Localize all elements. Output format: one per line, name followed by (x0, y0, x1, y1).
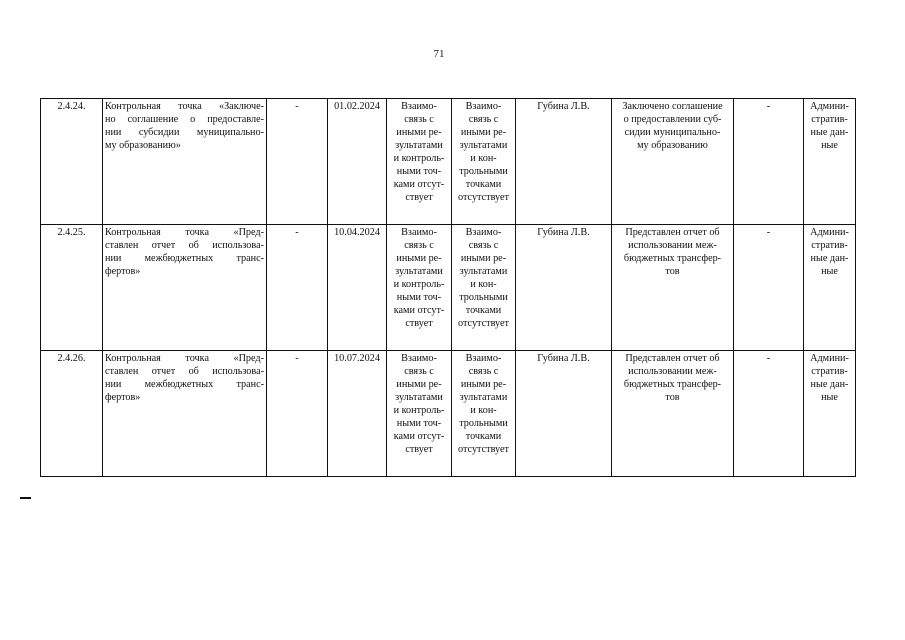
result-description-line: о предоставлении суб- (623, 114, 722, 125)
relation-previous (387, 225, 452, 351)
control-point-name-line: фертов» (105, 392, 141, 403)
control-point-name-line: фертов» (105, 266, 141, 277)
relation-next-line: иными ре- (460, 379, 507, 390)
result-description-line: тов (665, 392, 680, 403)
relation-previous-line: ными точ- (396, 418, 442, 429)
relation-previous-line: и контроль- (393, 279, 445, 290)
relation-next-line: трольными (459, 418, 508, 429)
relation-previous-line: иными ре- (396, 253, 442, 264)
relation-next-line: иными ре- (460, 253, 507, 264)
relation-next-line: зультатами (459, 392, 508, 403)
information-source (804, 99, 856, 225)
information-source-line: ные дан- (810, 127, 849, 138)
relation-next-line: и кон- (470, 279, 497, 290)
result-description-line: бюджетных трансфер- (623, 379, 722, 390)
relation-previous-line: связь с (404, 114, 434, 125)
result-description (612, 225, 734, 351)
result-description-line: му образованию (637, 140, 708, 151)
relation-previous-line: ками отсут- (393, 431, 445, 442)
information-source-line: стратив- (811, 114, 848, 125)
responsible-person: Губина Л.В. (516, 99, 612, 225)
result-description (612, 351, 734, 477)
row-number: 2.4.26. (41, 351, 103, 477)
relation-next-line: и кон- (470, 405, 497, 416)
information-source-line: Админи- (810, 101, 849, 112)
relation-next (452, 99, 516, 225)
page-number: 71 (433, 48, 445, 60)
relation-previous-line: ными точ- (396, 292, 442, 303)
information-source-line: стратив- (811, 366, 848, 377)
relation-previous-line: ками отсут- (393, 179, 445, 190)
result-description (612, 99, 734, 225)
relation-previous-line: Взаимо- (401, 227, 437, 238)
relation-next-line: связь с (468, 366, 499, 377)
information-source-line: ные дан- (810, 253, 849, 264)
information-source-line: Админи- (810, 353, 849, 364)
control-point-name-line: ставлен отчет об использова- (105, 240, 264, 251)
control-point-name-line: Контрольная точка «Пред- (105, 227, 264, 238)
control-point-name-line: ставлен отчет об использова- (105, 366, 264, 377)
table-row (41, 99, 856, 225)
relation-next-line: отсутствует (458, 192, 509, 203)
relation-previous-line: зультатами (395, 266, 443, 277)
relation-next-line: иными ре- (460, 127, 507, 138)
end-date-cell: 10.04.2024 (328, 225, 387, 351)
relation-next-line: зультатами (459, 140, 508, 151)
relation-previous-line: ствует (405, 318, 433, 329)
responsible-person: Губина Л.В. (516, 351, 612, 477)
control-point-name-line: но соглашение о предоставле- (105, 114, 264, 125)
result-description-line: сидии муниципально- (624, 127, 721, 138)
relation-previous-line: ствует (405, 444, 433, 455)
start-date-cell: - (267, 99, 328, 225)
relation-previous-line: зультатами (395, 392, 443, 403)
table-row (41, 225, 856, 351)
control-point-name-line: му образованию» (105, 140, 181, 151)
relation-next (452, 351, 516, 477)
relation-previous (387, 351, 452, 477)
information-source-line: ные (821, 392, 838, 403)
control-point-name-line: Контрольная точка «Заключе- (105, 101, 264, 112)
control-point-name (103, 99, 267, 225)
relation-previous (387, 99, 452, 225)
result-description-line: тов (665, 266, 680, 277)
start-date-cell: - (267, 351, 328, 477)
relation-next-line: отсутствует (458, 444, 509, 455)
information-source-line: ные (821, 266, 838, 277)
relation-next-line: зультатами (459, 266, 508, 277)
information-source-line: ные (821, 140, 838, 151)
document-cell: - (734, 351, 804, 477)
document-cell: - (734, 99, 804, 225)
row-number: 2.4.24. (41, 99, 103, 225)
relation-next-line: Взаимо- (465, 227, 502, 238)
margin-mark (20, 497, 31, 499)
relation-previous-line: связь с (404, 366, 434, 377)
start-date-cell: - (267, 225, 328, 351)
relation-next-line: точками (465, 305, 502, 316)
information-source (804, 225, 856, 351)
relation-next-line: связь с (468, 114, 499, 125)
relation-previous-line: иными ре- (396, 127, 442, 138)
result-description-line: использовании меж- (628, 240, 717, 251)
control-point-name (103, 225, 267, 351)
relation-previous-line: иными ре- (396, 379, 442, 390)
document-cell: - (734, 225, 804, 351)
relation-next-line: трольными (459, 292, 508, 303)
information-source (804, 351, 856, 477)
relation-next-line: отсутствует (458, 318, 509, 329)
relation-previous-line: ствует (405, 192, 433, 203)
relation-previous-line: и контроль- (393, 153, 445, 164)
result-description-line: использовании меж- (628, 366, 717, 377)
control-point-name-line: нии межбюджетных транс- (105, 379, 264, 390)
row-number: 2.4.25. (41, 225, 103, 351)
relation-next-line: Взаимо- (465, 353, 502, 364)
table-row (41, 351, 856, 477)
result-description-line: Представлен отчет об (625, 353, 720, 364)
end-date-cell: 01.02.2024 (328, 99, 387, 225)
control-point-name-line: Контрольная точка «Пред- (105, 353, 264, 364)
result-description-line: Заключено соглашение (622, 101, 723, 112)
control-point-name (103, 351, 267, 477)
relation-previous-line: связь с (404, 240, 434, 251)
relation-next-line: связь с (468, 240, 499, 251)
control-points-table (40, 98, 856, 477)
result-description-line: Представлен отчет об (625, 227, 720, 238)
control-point-name-line: нии субсидии муниципально- (105, 127, 264, 138)
responsible-person: Губина Л.В. (516, 225, 612, 351)
relation-next (452, 225, 516, 351)
information-source-line: Админи- (810, 227, 849, 238)
end-date-cell: 10.07.2024 (328, 351, 387, 477)
relation-next-line: точками (465, 431, 502, 442)
information-source-line: ные дан- (810, 379, 849, 390)
relation-previous-line: ными точ- (396, 166, 442, 177)
information-source-line: стратив- (811, 240, 848, 251)
control-point-name-line: нии межбюджетных транс- (105, 253, 264, 264)
relation-next-line: трольными (459, 166, 508, 177)
relation-previous-line: и контроль- (393, 405, 445, 416)
relation-previous-line: Взаимо- (401, 101, 437, 112)
relation-previous-line: зультатами (395, 140, 443, 151)
relation-previous-line: Взаимо- (401, 353, 437, 364)
relation-previous-line: ками отсут- (393, 305, 445, 316)
relation-next-line: точками (465, 179, 502, 190)
relation-next-line: и кон- (470, 153, 497, 164)
result-description-line: бюджетных трансфер- (623, 253, 722, 264)
relation-next-line: Взаимо- (465, 101, 502, 112)
